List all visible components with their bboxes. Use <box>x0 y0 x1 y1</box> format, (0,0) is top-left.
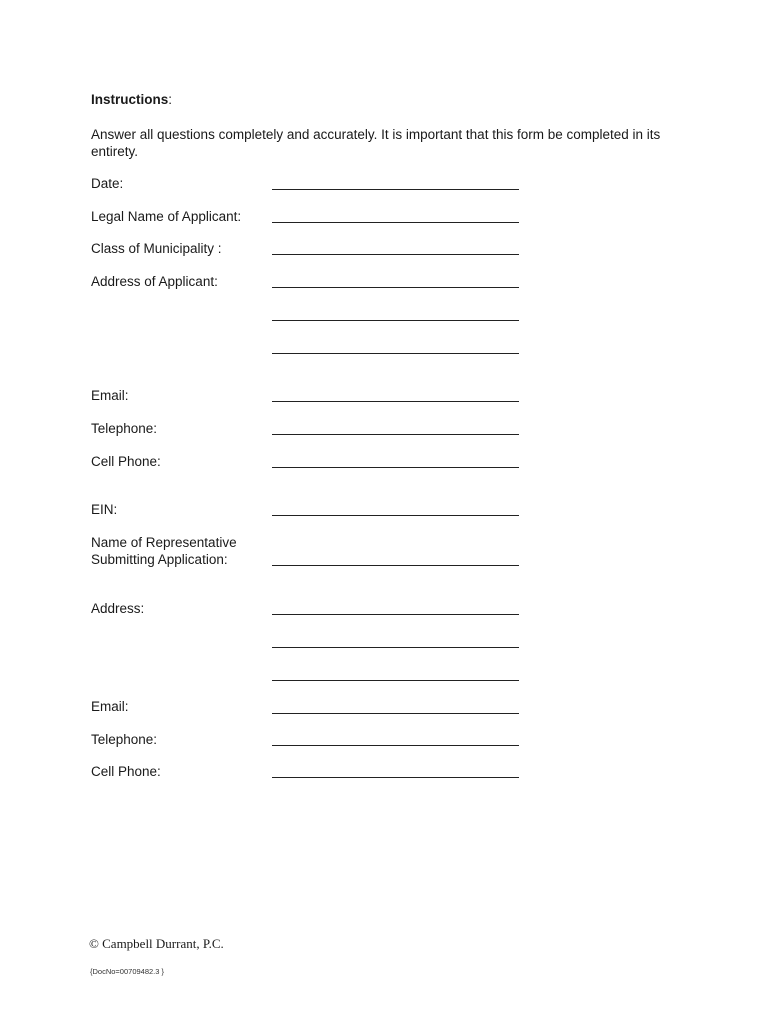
class-municipality-field[interactable] <box>272 254 519 255</box>
copyright-footer: © Campbell Durrant, P.C. <box>89 936 224 951</box>
rep-email-label: Email: <box>91 699 129 714</box>
rep-name-label-line2: Submitting Application: <box>91 552 228 567</box>
instructions-colon: : <box>168 92 173 107</box>
date-label: Date: <box>91 176 124 191</box>
telephone-label: Telephone: <box>91 421 158 436</box>
address-applicant-field-2[interactable] <box>272 320 519 321</box>
rep-telephone-field[interactable] <box>272 745 519 746</box>
rep-cell-phone-field[interactable] <box>272 777 519 778</box>
ein-field[interactable] <box>272 515 519 516</box>
address-applicant-field-1[interactable] <box>272 287 519 288</box>
email-label: Email: <box>91 388 129 403</box>
telephone-field[interactable] <box>272 434 519 435</box>
rep-name-field[interactable] <box>272 565 519 566</box>
rep-email-field[interactable] <box>272 713 519 714</box>
rep-address-field-3[interactable] <box>272 680 519 681</box>
document-number: {DocNo=00709482.3 } <box>90 967 165 976</box>
legal-name-label: Legal Name of Applicant: <box>91 209 242 224</box>
rep-name-label-line1: Name of Representative <box>91 535 237 550</box>
rep-address-field-1[interactable] <box>272 614 519 615</box>
address-applicant-field-3[interactable] <box>272 353 519 354</box>
legal-name-field[interactable] <box>272 222 519 223</box>
cell-phone-label: Cell Phone: <box>91 454 161 469</box>
date-field[interactable] <box>272 189 519 190</box>
address-applicant-label: Address of Applicant: <box>91 274 218 289</box>
rep-address-label: Address: <box>91 601 145 616</box>
instructions-text: Answer all questions completely and accurately. It is important that this form be completed in its entirety. <box>91 127 661 159</box>
rep-telephone-label: Telephone: <box>91 732 158 747</box>
email-field[interactable] <box>272 401 519 402</box>
ein-label: EIN: <box>91 502 118 517</box>
rep-cell-phone-label: Cell Phone: <box>91 764 161 779</box>
cell-phone-field[interactable] <box>272 467 519 468</box>
class-municipality-label: Class of Municipality : <box>91 241 222 256</box>
rep-address-field-2[interactable] <box>272 647 519 648</box>
instructions-heading <box>91 92 172 107</box>
instructions-title: Instructions <box>91 92 169 107</box>
